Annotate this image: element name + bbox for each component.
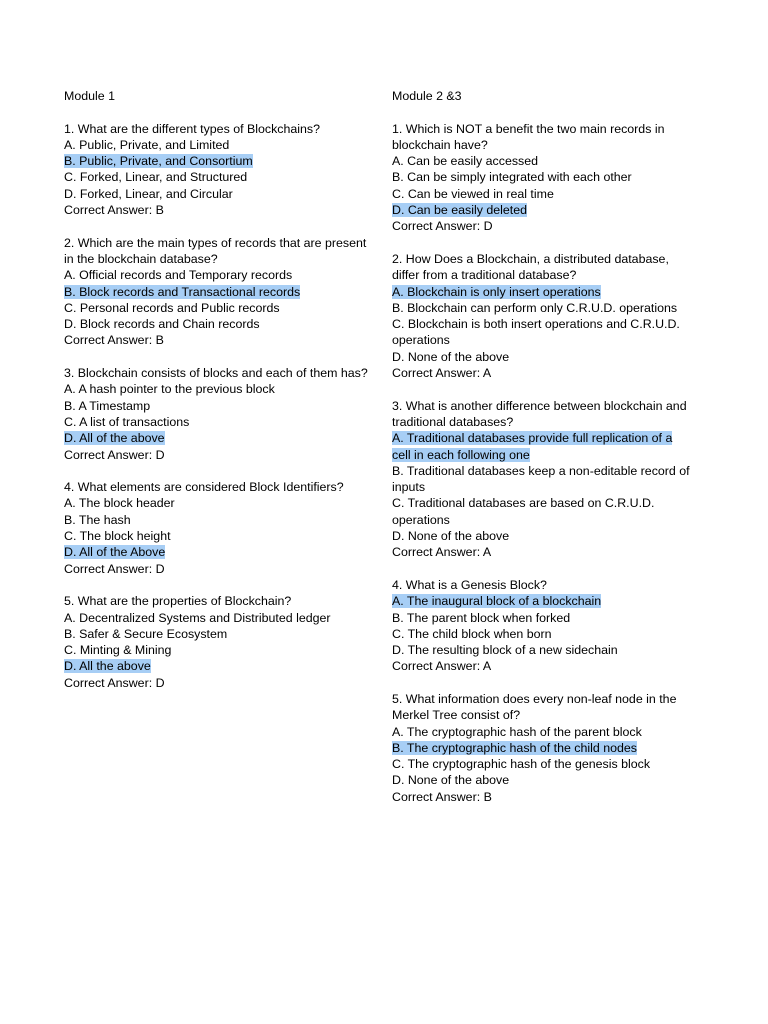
module-1-question-1 (64, 121, 376, 219)
option-c: C. The child block when born (392, 626, 552, 641)
option-a: A. Can be easily accessed (392, 154, 539, 169)
option-b: B. Safer & Secure Ecosystem (64, 626, 228, 641)
option-d-highlighted: D. All the above (64, 659, 151, 674)
option-d: D. None of the above (392, 529, 510, 544)
correct-answer: Correct Answer: B (64, 333, 164, 348)
correct-answer: Correct Answer: B (64, 203, 164, 218)
correct-answer: Correct Answer: D (64, 675, 165, 690)
correct-answer: Correct Answer: A (392, 659, 492, 674)
option-b: B. The parent block when forked (392, 610, 571, 625)
option-c: C. Forked, Linear, and Structured (64, 170, 248, 185)
correct-answer: Correct Answer: B (392, 789, 492, 804)
module-2-3-column (392, 88, 692, 821)
option-c: C. A list of transactions (64, 414, 190, 429)
module-1-title: Module 1 (64, 89, 115, 103)
option-a-highlighted: A. Traditional databases provide full replication of a cell in each following one (392, 431, 673, 462)
option-a: A. A hash pointer to the previous block (64, 382, 275, 397)
option-c: C. Traditional databases are based on C.R.U.D. operations (392, 496, 655, 527)
option-d-highlighted: D. All of the Above (64, 545, 166, 560)
option-d-highlighted: D. Can be easily deleted (392, 203, 528, 218)
option-a: A. The block header (64, 496, 175, 511)
module-2-question-4 (392, 577, 692, 675)
option-c: C. Minting & Mining (64, 643, 172, 658)
module-1-column (64, 88, 376, 707)
option-a: A. The cryptographic hash of the parent block (392, 724, 642, 739)
option-b-highlighted: B. The cryptographic hash of the child nodes (392, 740, 637, 755)
correct-answer: Correct Answer: D (392, 219, 493, 234)
question-text: 2. How Does a Blockchain, a distributed database, differ from a traditional database? (392, 251, 669, 283)
option-d: D. Block records and Chain records (64, 317, 260, 332)
module-2-question-1 (392, 121, 692, 235)
question-text: 4. What elements are considered Block Identifiers? (64, 480, 344, 495)
module-2-question-5 (392, 691, 692, 805)
option-b: B. A Timestamp (64, 398, 151, 413)
module-1-question-5 (64, 593, 376, 691)
option-b-highlighted: B. Block records and Transactional records (64, 284, 301, 299)
option-b: B. Traditional databases keep a non-editable record of inputs (392, 463, 690, 495)
option-a-highlighted: A. Blockchain is only insert operations (392, 284, 601, 299)
question-text: 4. What is a Genesis Block? (392, 577, 547, 592)
option-c: C. Can be viewed in real time (392, 186, 554, 201)
option-a: A. Official records and Temporary records (64, 268, 293, 283)
option-b: B. Can be simply integrated with each other (392, 170, 632, 185)
question-text: 5. What are the properties of Blockchain? (64, 594, 292, 609)
option-b: B. Blockchain can perform only C.R.U.D. operations (392, 300, 678, 315)
option-c: C. Personal records and Public records (64, 300, 280, 315)
module-1-question-2 (64, 235, 376, 349)
correct-answer: Correct Answer: D (64, 561, 165, 576)
module-1-question-3 (64, 365, 376, 463)
module-2-question-2 (392, 251, 692, 381)
option-b-highlighted: B. Public, Private, and Consortium (64, 154, 253, 169)
option-d: D. Forked, Linear, and Circular (64, 186, 233, 201)
question-text: 3. Blockchain consists of blocks and each of them has? (64, 366, 368, 381)
option-c: C. The block height (64, 529, 171, 544)
question-text: 3. What is another difference between blockchain and traditional databases? (392, 398, 687, 429)
correct-answer: Correct Answer: A (392, 545, 492, 560)
question-text: 5. What information does every non-leaf node in the Merkel Tree consist of? (392, 691, 677, 723)
module-2-question-3 (392, 398, 692, 561)
option-a-highlighted: A. The inaugural block of a blockchain (392, 594, 602, 609)
option-a: A. Decentralized Systems and Distributed ledger (64, 610, 331, 625)
correct-answer: Correct Answer: D (64, 447, 165, 462)
module-1-question-4 (64, 479, 376, 577)
question-text: 1. Which is NOT a benefit the two main records in blockchain have? (392, 121, 665, 152)
question-text: 1. What are the different types of Blockchains? (64, 121, 320, 136)
option-c: C. Blockchain is both insert operations and C.R.U.D. operations (392, 317, 680, 348)
option-d-highlighted: D. All of the above (64, 431, 165, 446)
option-d: D. None of the above (392, 349, 510, 364)
option-d: D. None of the above (392, 773, 510, 788)
correct-answer: Correct Answer: A (392, 366, 492, 381)
option-c: C. The cryptographic hash of the genesis block (392, 757, 651, 772)
option-a: A. Public, Private, and Limited (64, 137, 230, 152)
option-d: D. The resulting block of a new sidechain (392, 643, 618, 658)
module-2-3-title: Module 2 &3 (392, 89, 462, 103)
option-b: B. The hash (64, 512, 131, 527)
question-text: 2. Which are the main types of records that are present in the blockchain database? (64, 235, 367, 266)
